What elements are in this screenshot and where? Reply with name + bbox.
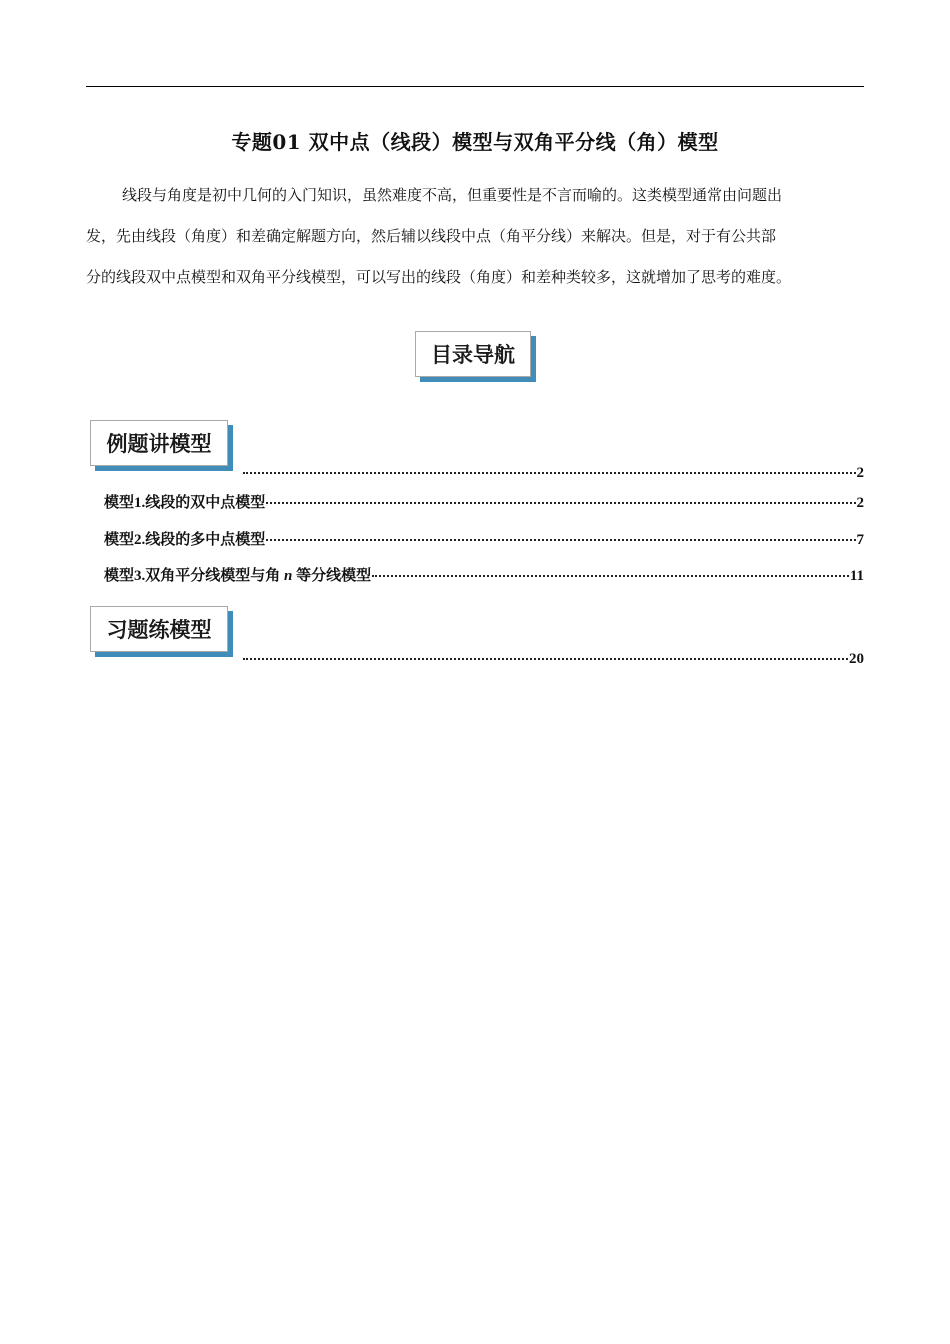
- toc-leader: [243, 472, 856, 474]
- toc-leader: [372, 575, 849, 577]
- toc-label-prefix: 模型3.双角平分线模型与角: [104, 568, 281, 584]
- toc-page-number: 2: [856, 495, 864, 511]
- exercise-section-badge: 习题练模型: [90, 606, 228, 652]
- intro-line: 线段与角度是初中几何的入门知识，虽然难度不高，但重要性是不言而喻的。这类模型通常由问题出: [122, 186, 783, 204]
- toc-leader: [266, 502, 855, 504]
- toc-page-number: 20: [849, 651, 864, 667]
- toc-entry-label: [104, 564, 371, 585]
- header-rule: [86, 86, 864, 87]
- toc-label-variable: n: [284, 568, 293, 584]
- toc-entry-model-1[interactable]: [104, 491, 864, 512]
- toc-page-number: 7: [856, 532, 864, 548]
- example-section-badge: 例题讲模型: [90, 420, 228, 466]
- intro-paragraph: [86, 175, 864, 298]
- intro-line: 分的线段双中点模型和双角平分线模型，可以写出的线段（角度）和差种类较多，这就增加了思考的难度。: [86, 268, 792, 286]
- intro-line: 发，先由线段（角度）和差确定解题方向，然后辅以线段中点（角平分线）来解决。但是，对于有公共部: [86, 227, 777, 245]
- toc-leader: [243, 658, 848, 660]
- toc-entry-model-3[interactable]: [104, 564, 864, 585]
- toc-page-number: 2: [856, 465, 864, 481]
- toc-entry-example-section[interactable]: [242, 465, 864, 482]
- toc-entry-exercise-section[interactable]: [242, 651, 864, 668]
- document-title: 专题01 双中点（线段）模型与双角平分线（角）模型: [231, 130, 719, 154]
- toc-nav-badge: 目录导航: [415, 331, 531, 377]
- toc-leader: [266, 539, 855, 541]
- toc-page-number: 11: [849, 568, 864, 584]
- toc-entry-label: 模型2.线段的多中点模型: [104, 532, 266, 548]
- toc-entry-label: 模型1.线段的双中点模型: [104, 495, 266, 511]
- toc-label-suffix: 等分线模型: [296, 568, 372, 584]
- toc-entry-model-2[interactable]: [104, 528, 864, 549]
